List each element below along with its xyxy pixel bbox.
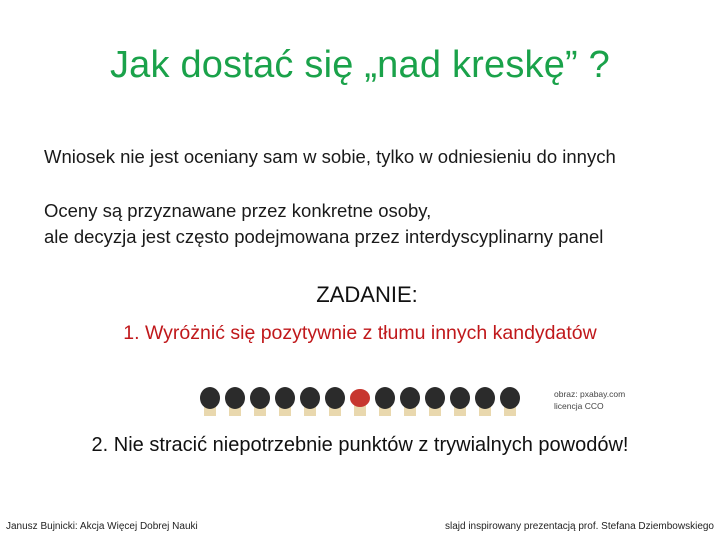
footer-author: Janusz Bujnicki: Akcja Więcej Dobrej Nauki xyxy=(6,521,198,532)
match-head xyxy=(250,387,270,409)
match-head xyxy=(275,387,295,409)
match-head xyxy=(425,387,445,409)
paragraph-evaluation: Wniosek nie jest oceniany sam w sobie, tylko w odniesieniu do innych xyxy=(44,146,616,167)
match-head xyxy=(475,387,495,409)
task-2: 2. Nie stracić niepotrzebnie punktów z trywialnych powodów! xyxy=(91,434,629,456)
image-credit-license: licencja CCO xyxy=(554,401,604,411)
footer-credit: slajd inspirowany prezentacją prof. Stefana Dziembowskiego xyxy=(444,521,714,532)
paragraph-panel xyxy=(44,198,603,250)
slide-title: Jak dostać się „nad kreskę” ? xyxy=(109,44,611,86)
match-head-red xyxy=(350,389,370,407)
task-heading: ZADANIE: xyxy=(316,282,418,307)
matches-image xyxy=(198,376,538,416)
match-head xyxy=(400,387,420,409)
paragraph-panel-line1: Oceny są przyznawane przez konkretne osoby, xyxy=(44,200,432,221)
match-head xyxy=(450,387,470,409)
image-credit xyxy=(554,388,625,412)
image-credit-source: obraz: pxabay.com xyxy=(554,389,626,399)
match-head xyxy=(375,387,395,409)
match-head xyxy=(325,387,345,409)
task-1: 1. Wyróżnić się pozytywnie z tłumu innych kandydatów xyxy=(123,322,597,344)
paragraph-panel-line2: ale decyzja jest często podejmowana przez interdyscyplinarny panel xyxy=(44,226,604,247)
match-head xyxy=(225,387,245,409)
match-head xyxy=(200,387,220,409)
match-head xyxy=(500,387,520,409)
match-head xyxy=(300,387,320,409)
